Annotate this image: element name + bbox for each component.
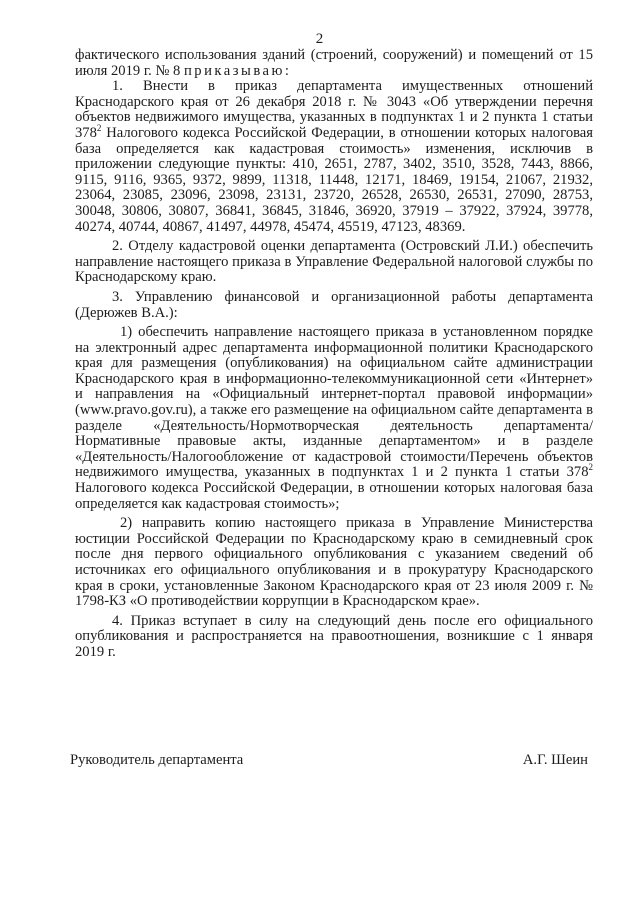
item-3-1-text-a: 1) обеспечить направление настоящего приказа в установленном порядке на электронный адрес департамента информационной политики Краснодарского края для размещения (опубликования) на официальном сайте администрации Краснодарского края в информационно-телекоммуникационной сети «Интернет» и направления на «Официальный интернет-портал правовой информации» (www.pravo.gov.ru), а также его размещение на официальном сайте департамента в разделе «Деятельность/Нормотворческая деятельность департамента/Нормативные правовые акты, изданные департаментом» и в разделе «Деятельность/Налогообложение от кадастровой стоимости/Перечень объектов недвижимого имущества, указанных в подпунктах 1 и 2 пункта 1 статьи 378 — [75, 324, 593, 481]
intro-paragraph — [75, 48, 593, 79]
item-3-1-text-b: Налогового кодекса Российской Федерации, в отношении которых налоговая база определяется как кадастровая стоимость»; — [75, 480, 593, 512]
item-3-paragraph: 3. Управлению финансовой и организационной работы департамента (Дерюжев В.А.): — [75, 288, 593, 321]
order-word: приказываю: — [184, 62, 292, 79]
item-2-paragraph: 2. Отделу кадастровой оценки департамента (Островский Л.И.) обеспечить направление настоящего приказа в Управление Федеральной налоговой службы по Краснодарскому краю. — [75, 238, 593, 286]
item-3-1-superscript: 2 — [588, 462, 593, 473]
signatory-name: А.Г. Шеин — [522, 752, 588, 768]
document-body — [75, 48, 593, 661]
item-1-text-a: 1. Внести в приказ департамента имущественных отношений Краснодарского края от 26 декабря 2018 г. № 3043 «Об утверждении перечня объектов недвижимого имущества, указанных в подпунктах 1 и 2 пункта 1 статьи 378 — [75, 78, 593, 141]
signatory-role: Руководитель департамента — [70, 752, 244, 768]
item-1-paragraph — [75, 79, 593, 235]
item-3-1-paragraph — [75, 325, 593, 512]
page-number: 2 — [315, 31, 324, 47]
intro-text: фактического использования зданий (строений, сооружений) и помещений от 15 июля 2019 г. № 8 — [75, 47, 593, 79]
item-3-2-paragraph: 2) направить копию настоящего приказа в Управление Министерства юстиции Российской Федерации по Краснодарскому краю в семидневный срок после дня первого официального опубликования с указанием сведений об источниках его официального опубликования и в прокуратуру Краснодарского края в сроки, установленные Законом Краснодарского края от 23 июля 2009 г. № 1798-КЗ «О противодействии коррупции в Краснодарском крае». — [75, 515, 593, 610]
item-1-text-b: Налогового кодекса Российской Федерации, в отношении которых налоговая база определяется как кадастровая стоимость» изменения, исключив в приложении следующие пункты: 410, 2651, 2787, 3402, 3510, 3528, 7443, 8866, 9115, 9116, 9365, 9372, 9899, 11318, 11448, 12171, 18469, 19154, 21067, 21932, 23064, 23085, 23096, 23098, 23131, 23720, 26528, 26530, 26531, 27090, 28753, 30048, 30806, 30807, 36841, 36845, 31846, 36920, 37919 – 37922, 37924, 39778, 40274, 40744, 40867, 41497, 44978, 45474, 45519, 47123, 48369. — [75, 124, 593, 235]
item-4-paragraph: 4. Приказ вступает в силу на следующий день после его официального опубликования и распространяется на правоотношения, возникшие с 1 января 2019 г. — [75, 612, 593, 660]
item-1-superscript: 2 — [96, 123, 102, 134]
